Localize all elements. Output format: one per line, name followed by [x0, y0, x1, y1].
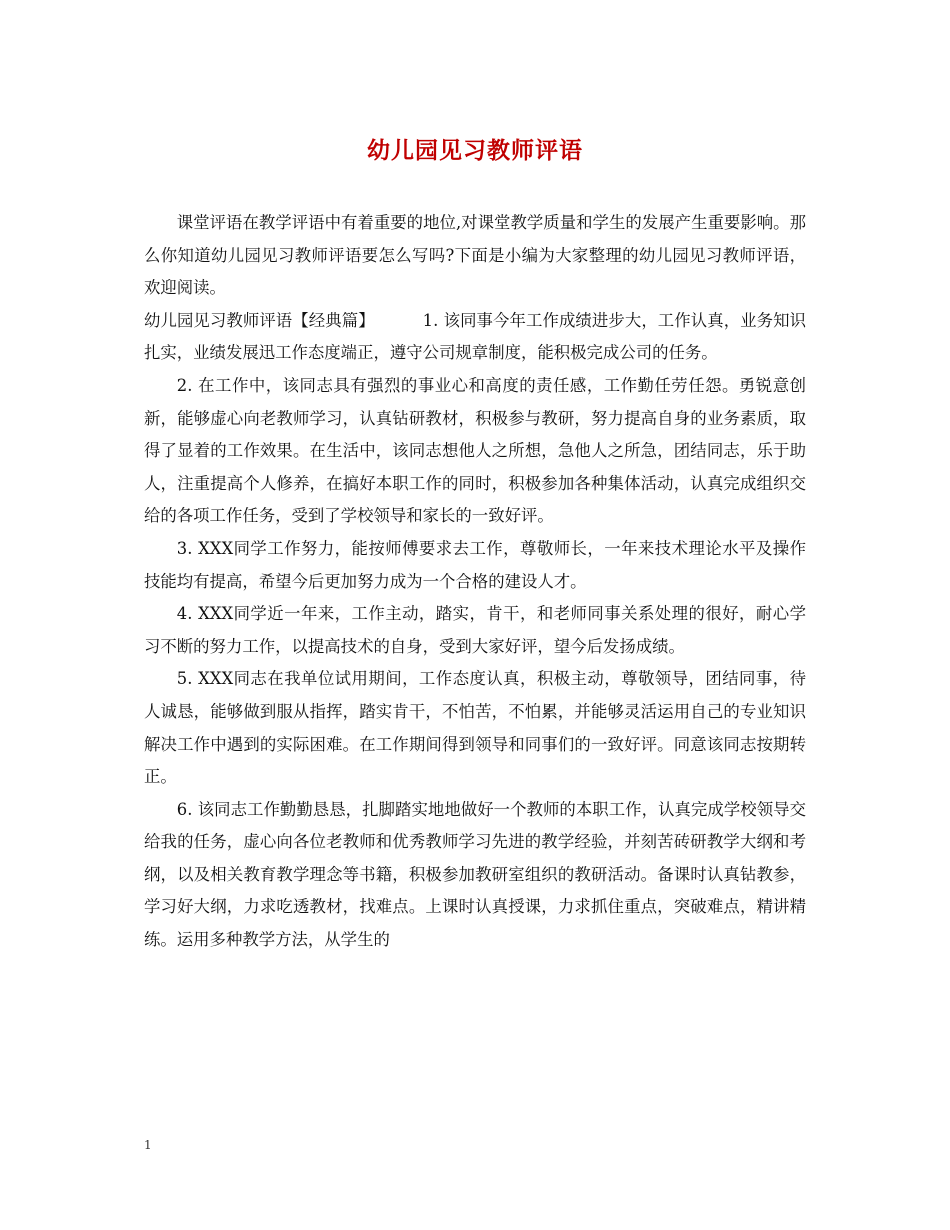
document-body: [144, 207, 806, 957]
item-2: 2. 在工作中，该同志具有强烈的事业心和高度的责任感，工作勤任劳任怨。勇锐意创新，能够虚心向老教师学习，认真钻研教材，积极参与教研，努力提高自身的业务素质，取得了显着的工作效果。在生活中，该同志想他人之所想，急他人之所急，团结同志，乐于助人，注重提高个人修养，在搞好本职工作的同时，积极参加各种集体活动，认真完成组织交给的各项工作任务，受到了学校领导和家长的一致好评。: [144, 375, 806, 526]
section-paragraph: [144, 305, 806, 370]
section-heading: 幼儿园见习教师评语【经典篇】: [144, 310, 375, 330]
item-4: 4. XXX同学近一年来，工作主动，踏实，肯干，和老师同事关系处理的很好，耐心学习不断的努力工作，以提高技术的自身，受到大家好评，望今后发扬成绩。: [144, 604, 806, 656]
item-6: 6. 该同志工作勤勤恳恳，扎脚踏实地地做好一个教师的本职工作，认真完成学校领导交给我的任务，虚心向各位老教师和优秀教师学习先进的教学经验，并刻苦砖研教学大纲和考纲，以及相关教育教学理念等书籍，积极参加教研室组织的教研活动。备课时认真钻教参，学习好大纲，力求吃透教材，找难点。上课时认真授课，力求抓住重点，突破难点，精讲精练。运用多种教学方法，从学生的: [144, 799, 806, 950]
item-5: 5. XXX同志在我单位试用期间，工作态度认真，积极主动，尊敬领导，团结同事，待人诚恳，能够做到服从指挥，踏实肯干，不怕苦，不怕累，并能够灵活运用自己的专业知识解决工作中遇到的实际困难。在工作期间得到领导和同事们的一致好评。同意该同志按期转正。: [144, 669, 806, 787]
page-number: 1: [144, 1138, 152, 1152]
item-3: 3. XXX同学工作努力，能按师傅要求去工作，尊敬师长，一年来技术理论水平及操作技能均有提高，希望今后更加努力成为一个合格的建设人才。: [144, 538, 806, 591]
item-1: 1. 该同事今年工作成绩进步大，工作认真，业务知识扎实，业绩发展迅工作态度端正，遵守公司规章制度，能积极完成公司的任务。: [144, 310, 806, 363]
intro-paragraph: 课堂评语在教学评语中有着重要的地位,对课堂教学质量和学生的发展产生重要影响。那么你知道幼儿园见习教师评语要怎么写吗?下面是小编为大家整理的幼儿园见习教师评语，欢迎阅读。: [144, 213, 806, 298]
document-title: 幼儿园见习教师评语: [367, 137, 583, 164]
